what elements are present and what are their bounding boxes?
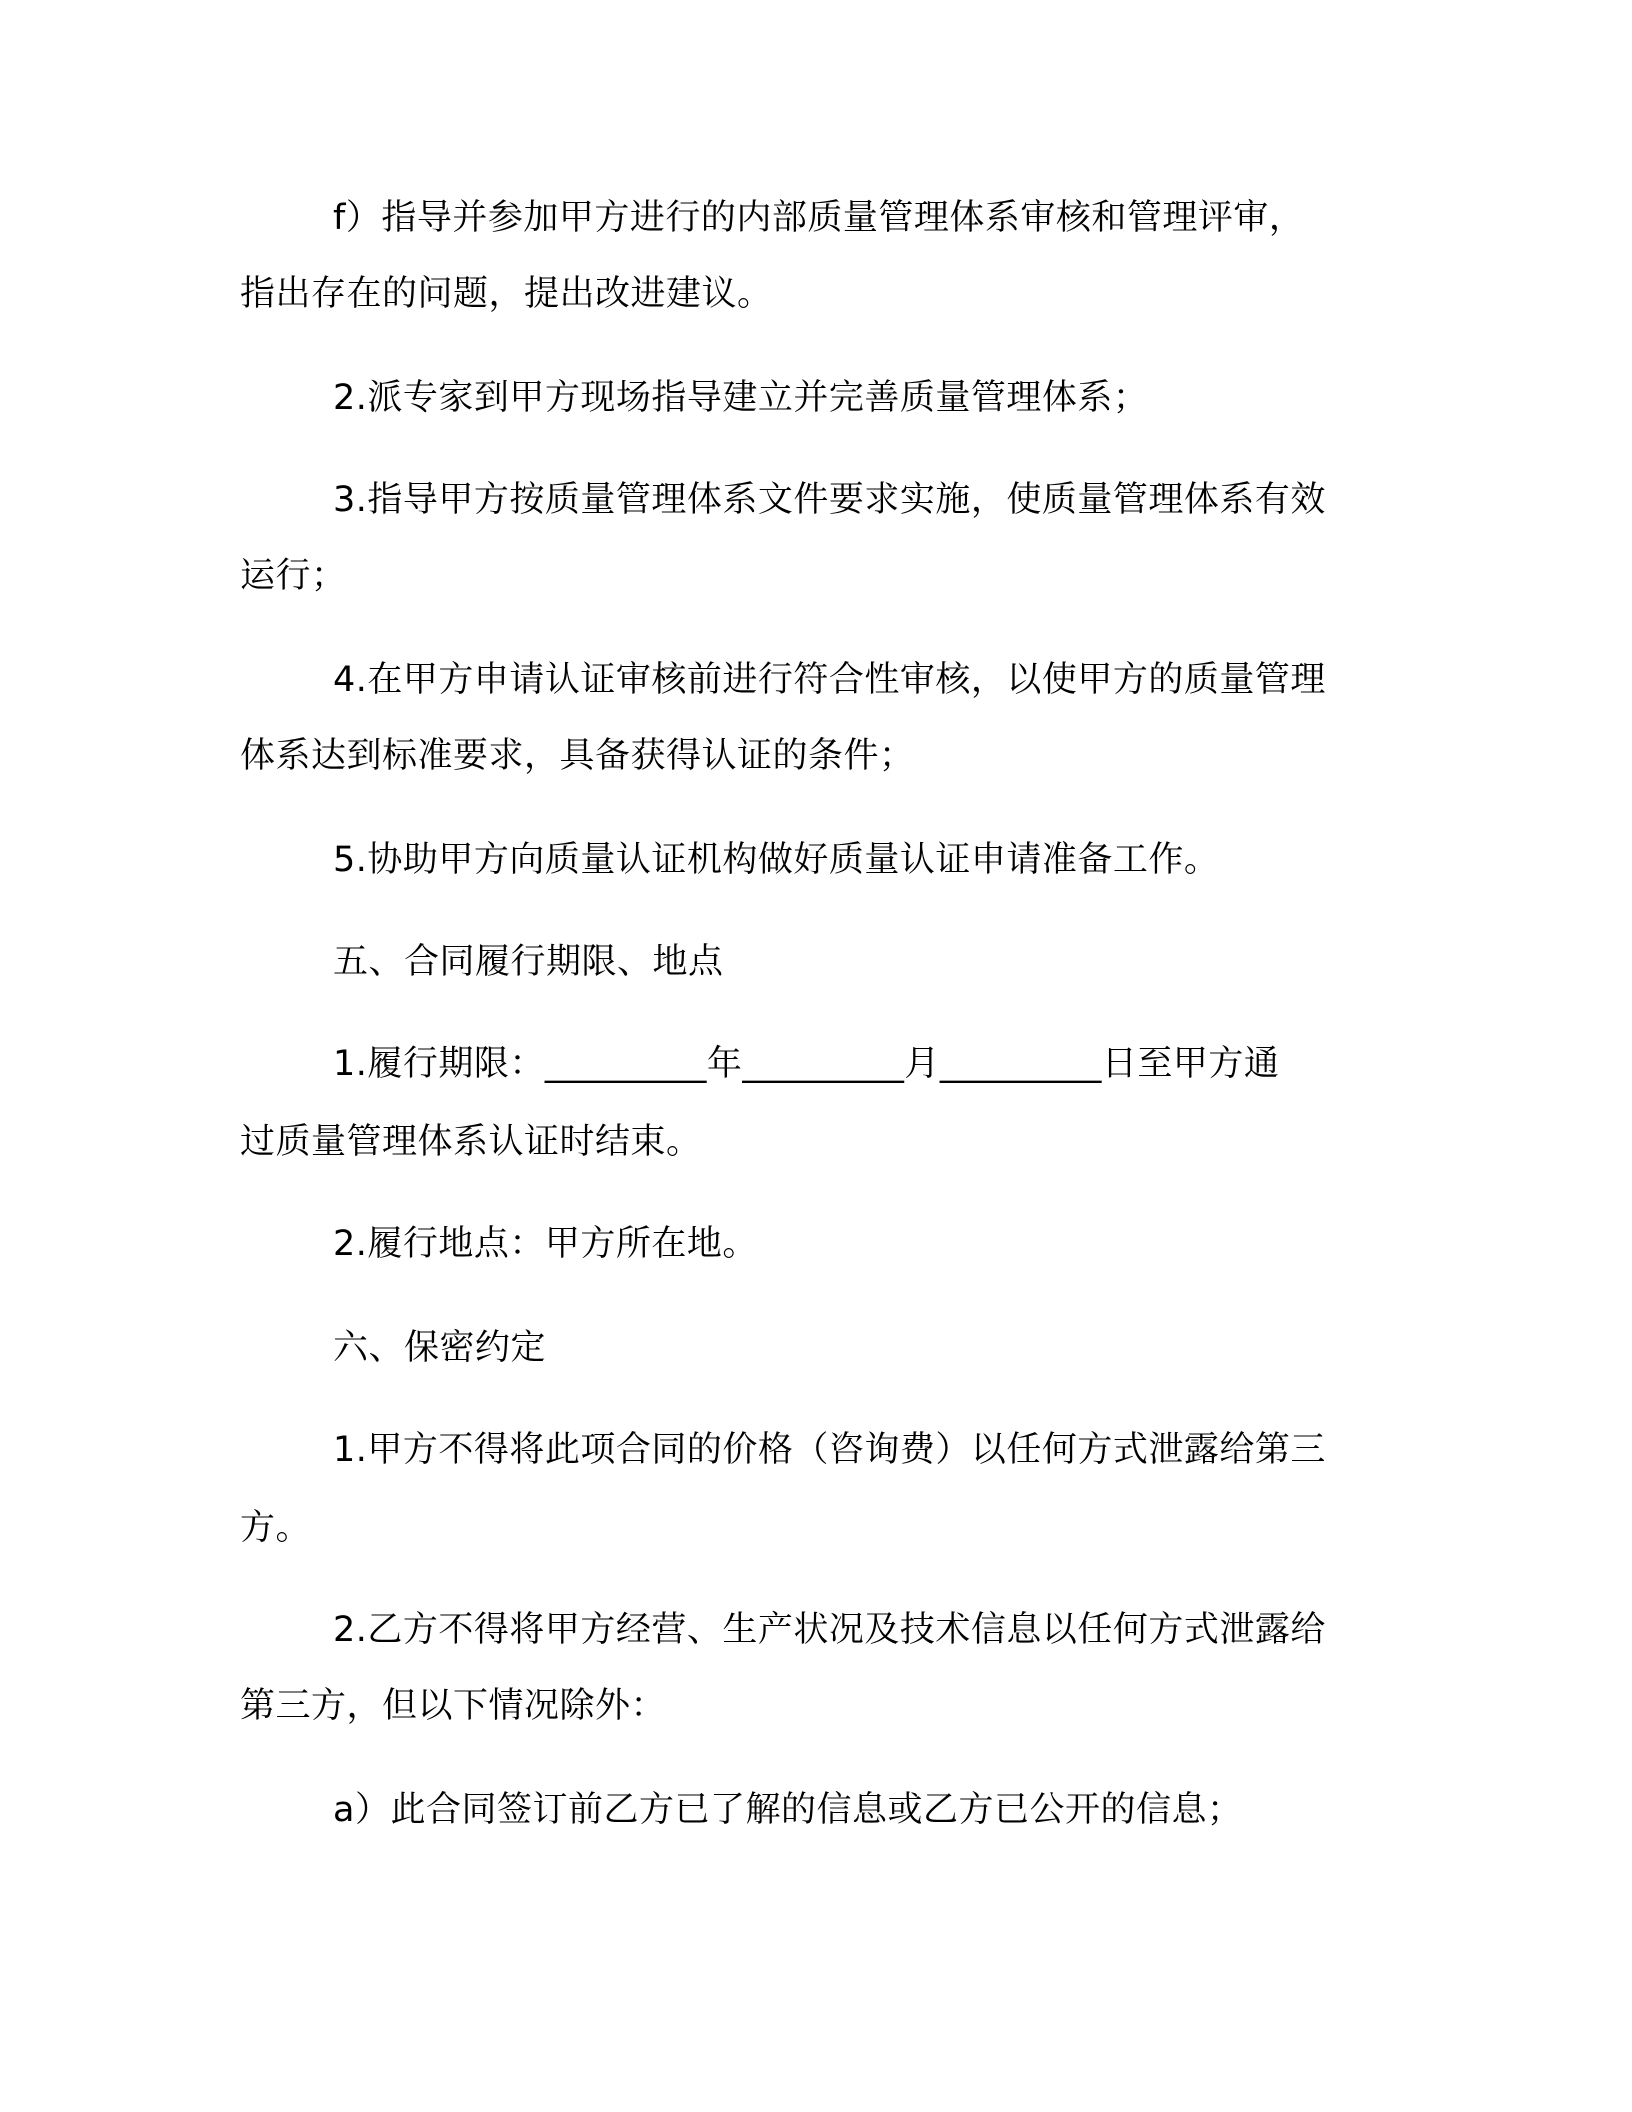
confidentiality-2-line-1: 2.乙方不得将甲方经营、生产状况及技术信息以任何方式泄露给 bbox=[333, 1610, 1326, 1650]
item-4-line-1: 4.在甲方申请认证审核前进行符合性审核，以使甲方的质量管理 bbox=[333, 660, 1326, 700]
item-2-line-1: 2.派专家到甲方现场指导建立并完善质量管理体系； bbox=[333, 378, 1149, 418]
clause-f-line-2: 指出存在的问题，提出改进建议。 bbox=[240, 274, 773, 314]
section-6-heading: 六、保密约定 bbox=[333, 1328, 547, 1368]
confidentiality-1-line-2: 方。 bbox=[240, 1508, 312, 1548]
item-4-line-2: 体系达到标准要求，具备获得认证的条件； bbox=[240, 736, 915, 776]
section-5-heading: 五、合同履行期限、地点 bbox=[333, 942, 724, 982]
item-5-line-1: 5.协助甲方向质量认证机构做好质量认证申请准备工作。 bbox=[333, 840, 1220, 880]
item-3-line-1: 3.指导甲方按质量管理体系文件要求实施，使质量管理体系有效 bbox=[333, 480, 1326, 520]
confidentiality-1-line-1: 1.甲方不得将此项合同的价格（咨询费）以任何方式泄露给第三 bbox=[333, 1430, 1326, 1470]
term-line-2: 过质量管理体系认证时结束。 bbox=[240, 1122, 702, 1162]
item-3-line-2: 运行； bbox=[240, 556, 347, 596]
term-line-1: 1.履行期限：_________年_________月_________日至甲方通 bbox=[333, 1044, 1280, 1084]
exception-a-line: a）此合同签订前乙方已了解的信息或乙方已公开的信息； bbox=[333, 1790, 1243, 1830]
confidentiality-2-line-2: 第三方，但以下情况除外： bbox=[240, 1686, 667, 1726]
clause-f-line-1: f）指导并参加甲方进行的内部质量管理体系审核和管理评审， bbox=[333, 198, 1305, 238]
location-line: 2.履行地点：甲方所在地。 bbox=[333, 1224, 758, 1264]
